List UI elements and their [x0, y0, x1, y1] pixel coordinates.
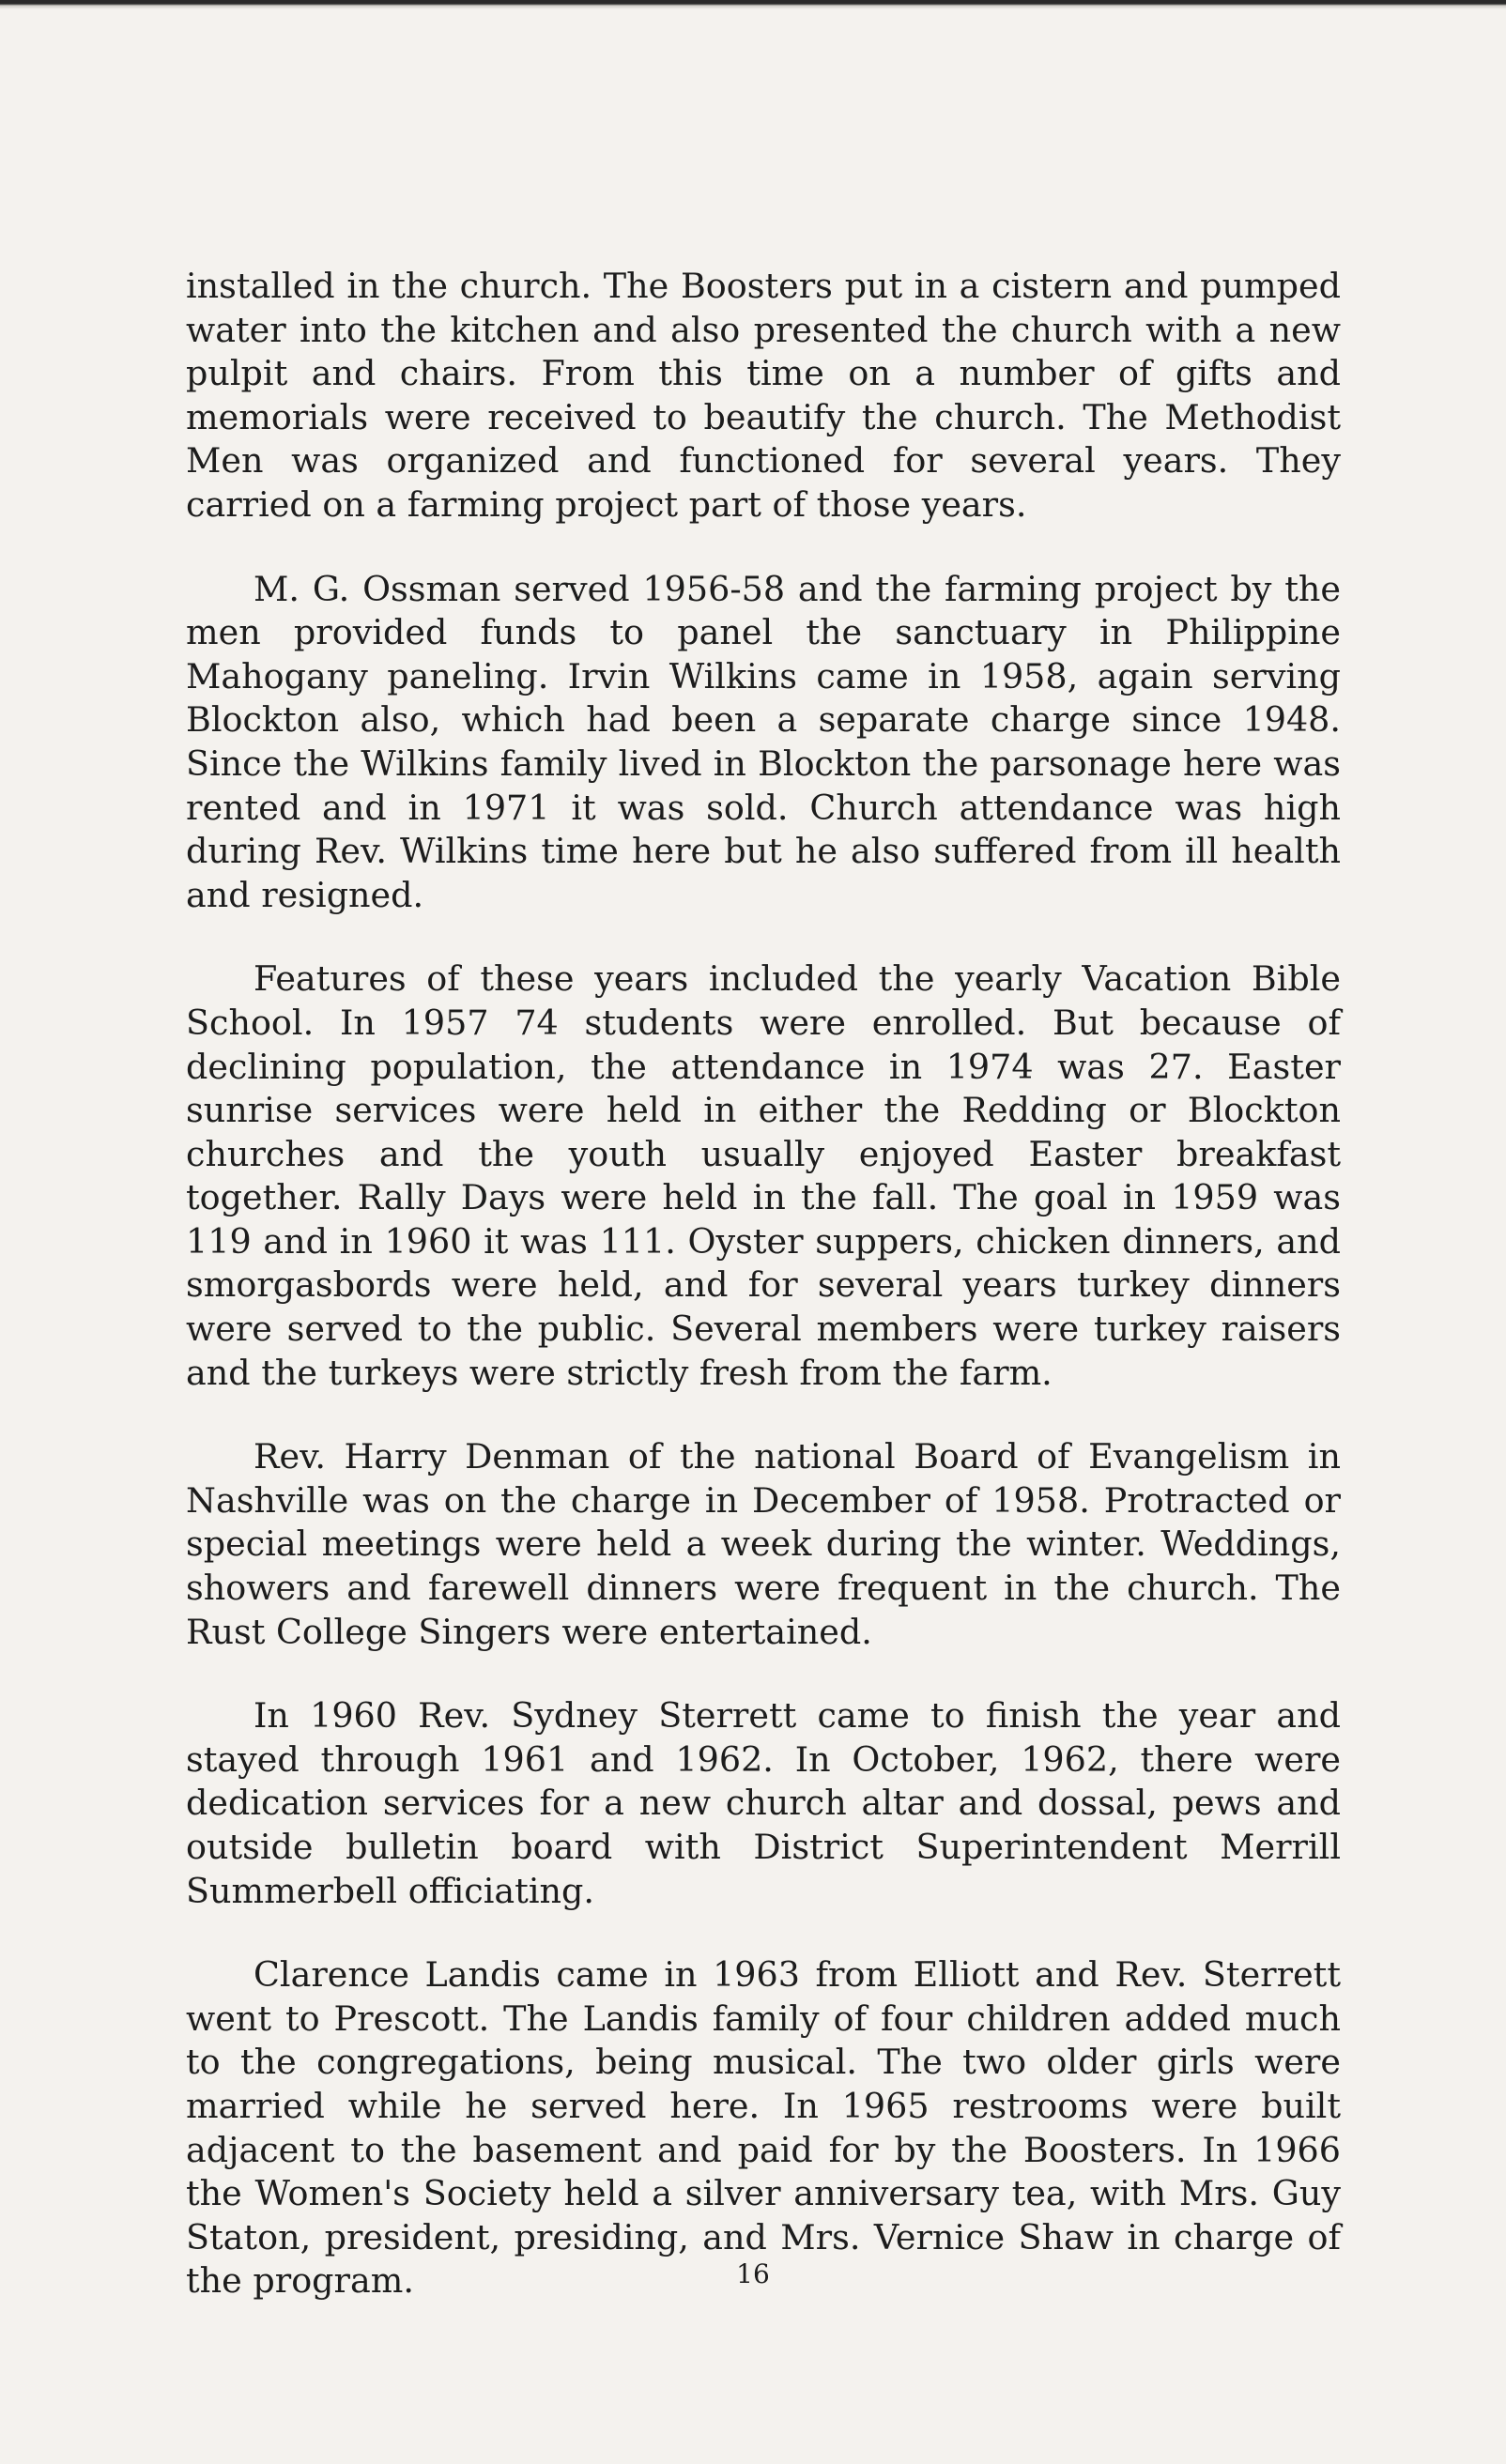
page-number: 16: [736, 2258, 770, 2289]
paragraph-sterrett: In 1960 Rev. Sydney Sterrett came to finish the year and stayed through 1961 and 1962. In October, 1962, there were dedication services for a new church altar and dossal, pews and outside bulletin board with District Superintendent Merrill Summerbell officiating.: [186, 1695, 1341, 1911]
paragraph-ossman: M. G. Ossman served 1956-58 and the farming project by the men provided funds to panel the sanctuary in Philippine Mahogany paneling. Irvin Wilkins came in 1958, again serving Blockton also, which had been a separate charge since 1948. Since the Wilkins family lived in Blockton the parsonage here was rented and in 1971 it was sold. Church attendance was high during Rev. Wilkins time here but he also suffered from ill health and resigned.: [186, 568, 1341, 915]
page-top-edge: [0, 0, 1506, 9]
body-text: [186, 265, 1341, 2344]
paragraph-landis: Clarence Landis came in 1963 from Elliott and Rev. Sterrett went to Prescott. The Landis family of four children added much to the congregations, being musical. The two older girls were married while he served here. In 1965 restrooms were built adjacent to the basement and paid for by the Boosters. In 1966 the Women's Society held a silver anniversary tea, with Mrs. Guy Staton, president, presiding, and Mrs. Vernice Shaw in charge of the program.: [186, 1954, 1341, 2302]
paragraph-denman: Rev. Harry Denman of the national Board of Evangelism in Nashville was on the charge in December of 1958. Protracted or special meetings were held a week during the winter. Weddings, showers and farewell dinners were frequent in the church. The Rust College Singers were entertained.: [186, 1436, 1341, 1652]
paragraph-continuation: installed in the church. The Boosters put in a cistern and pumped water into the kitchen and also presented the church with a new pulpit and chairs. From this time on a number of gifts and memorials were received to beautify the church. The Methodist Men was organized and functioned for several years. They carried on a farming project part of those years.: [186, 266, 1341, 525]
paragraph-features: Features of these years included the yearly Vacation Bible School. In 1957 74 students were enrolled. But because of declining population, the attendance in 1974 was 27. Easter sunrise services were held in either the Redding or Blockton churches and the youth usually enjoyed Easter breakfast together. Rally Days were held in the fall. The goal in 1959 was 119 and in 1960 it was 111. Oyster suppers, chicken dinners, and smorgasbords were held, and for several years turkey dinners were served to the public. Several members were turkey raisers and the turkeys were strictly fresh from the farm.: [186, 958, 1341, 1393]
